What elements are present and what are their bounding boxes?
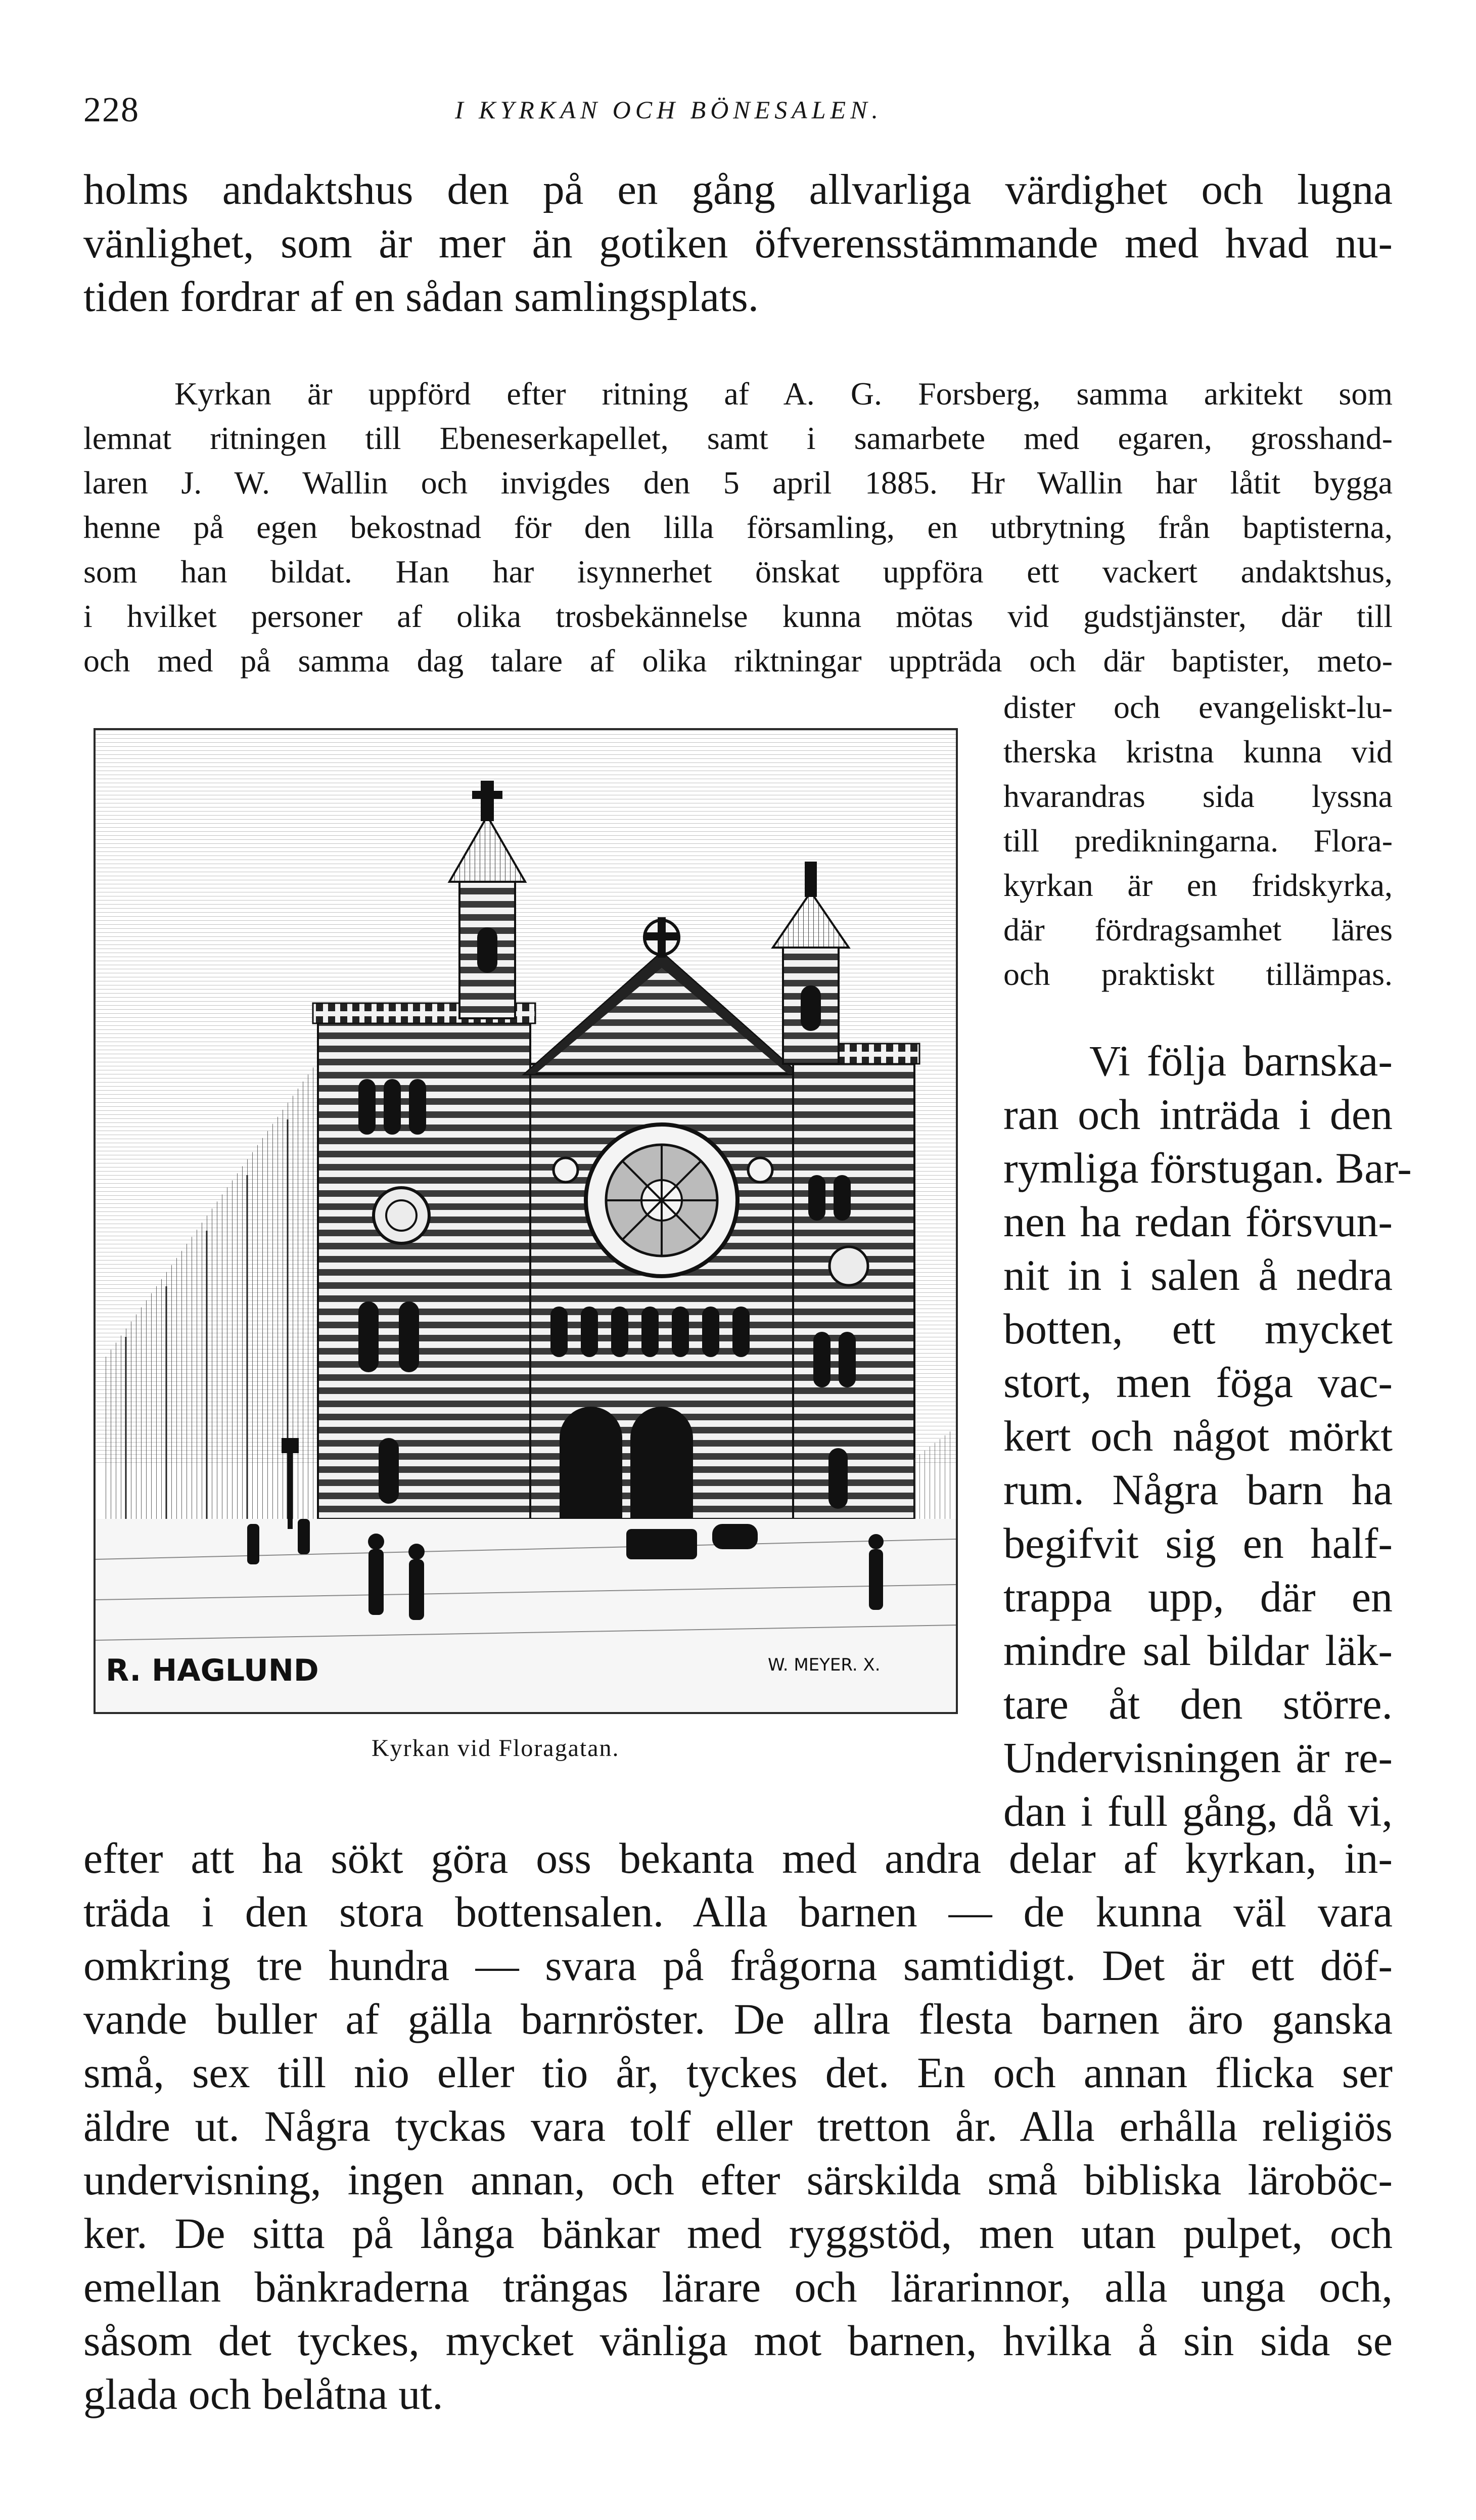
text-line: och med på samma dag talare af olika riktningar uppträda och där baptister, meto- [83, 643, 1393, 679]
text-line: som han bildat. Han har isynnerhet önskat uppföra ett vackert andaktshus, [83, 554, 1393, 590]
text-line: vande buller af gälla barnröster. De allra flesta barnen äro ganska [83, 1995, 1393, 2043]
text-line: ran och inträda i den [1003, 1090, 1393, 1139]
right-tower-block [793, 1054, 914, 1519]
text-line: till predikningarna. Flora- [1003, 823, 1393, 859]
text-line: Vi följa barnska- [1089, 1037, 1393, 1085]
signature-left: R. HAGLUND [106, 1653, 319, 1688]
text-line: trappa upp, där en [1003, 1572, 1393, 1621]
paragraph-2 [83, 372, 1393, 683]
text-line: efter att ha sökt göra oss bekanta med andra delar af kyrkan, in- [83, 1834, 1393, 1882]
text-line: tare åt den större. [1003, 1680, 1393, 1728]
text-line: kert och något mörkt [1003, 1412, 1393, 1460]
text-line: henne på egen bekostnad för den lilla församling, en utbrytning från baptisterna, [83, 509, 1393, 545]
text-line: laren J. W. Wallin och invigdes den 5 april 1885. Hr Wallin har låtit bygga [83, 465, 1393, 501]
church-illustration [94, 728, 958, 1714]
text-line: stort, men föga vac- [1003, 1358, 1393, 1407]
text-line: och praktiskt tillämpas. [1003, 956, 1393, 992]
text-line: kyrkan är en fridskyrka, [1003, 867, 1393, 903]
text-line: såsom det tyckes, mycket vänliga mot barnen, hvilka å sin sida se [83, 2316, 1393, 2365]
text-line: rum. Några barn ha [1003, 1465, 1393, 1514]
text-line: små, sex till nio eller tio år, tyckes det. En och annan flicka ser [83, 2048, 1393, 2097]
text-line: nen ha redan försvun- [1003, 1197, 1393, 1246]
text-line: glada och belåtna ut. [83, 2370, 443, 2418]
text-line: begifvit sig en half- [1003, 1519, 1393, 1567]
paragraph-1 [83, 163, 1393, 324]
text-line: mindre sal bildar läk- [1003, 1626, 1393, 1675]
signature-right: W. MEYER. X. [768, 1655, 881, 1675]
text-line: omkring tre hundra — svara på frågorna samtidigt. Det är ett döf- [83, 1941, 1393, 1990]
text-line: emellan bänkraderna trängas lärare och lärarinnor, alla unga och, [83, 2263, 1393, 2311]
text-line: undervisning, ingen annan, och efter särskilda små bibliska läroböc- [83, 2155, 1393, 2204]
text-line: therska kristna kunna vid [1003, 734, 1393, 770]
paragraph-2-side-column [1003, 685, 1393, 997]
text-line: Kyrkan är uppförd efter ritning af A. G. Forsberg, samma arkitekt som [174, 376, 1393, 412]
text-line: äldre ut. Några tyckas vara tolf eller tretton år. Alla erhålla religiös [83, 2102, 1393, 2150]
text-line: Undervisningen är re- [1003, 1733, 1393, 1782]
text-line: ker. De sitta på långa bänkar med ryggstöd, men utan pulpet, och [83, 2209, 1393, 2258]
text-line: nit in i salen å nedra [1003, 1251, 1393, 1299]
church-engraving [96, 730, 956, 1712]
paragraph-3-side-column [1003, 1034, 1412, 1838]
text-line: i hvilket personer af olika trosbekännelse kunna mötas vid gudstjänster, där till [83, 598, 1393, 634]
running-title: I KYRKAN OCH BÖNESALEN. [455, 96, 883, 124]
entrance-door-left [561, 1408, 621, 1519]
text-line: vänlighet, som är mer än gotiken öfverensstämmande med hvad nu- [83, 219, 1393, 267]
text-line: hvarandras sida lyssna [1003, 778, 1393, 814]
text-line: lemnat ritningen till Ebeneserkapellet, samt i samarbete med egaren, grosshand- [83, 420, 1393, 456]
page-number: 228 [83, 91, 140, 129]
text-line: rymliga förstugan. Bar- [1003, 1144, 1412, 1192]
figure-caption: Kyrkan vid Floragatan. [372, 1735, 620, 1762]
text-line: botten, ett mycket [1003, 1304, 1393, 1353]
text-line: träda i den stora bottensalen. Alla barnen — de kunna väl vara [83, 1887, 1393, 1936]
text-line: dister och evangeliskt-lu- [1003, 689, 1393, 725]
text-line: holms andaktshus den på en gång allvarliga värdighet och lugna [83, 166, 1393, 213]
text-line: där fördragsamhet läres [1003, 912, 1393, 948]
entrance-door-right [631, 1408, 692, 1519]
text-line: tiden fordrar af en sådan samlingsplats. [83, 273, 759, 321]
text-line: dan i full gång, då vi, [1003, 1787, 1393, 1835]
paragraph-3 [83, 1831, 1393, 2421]
